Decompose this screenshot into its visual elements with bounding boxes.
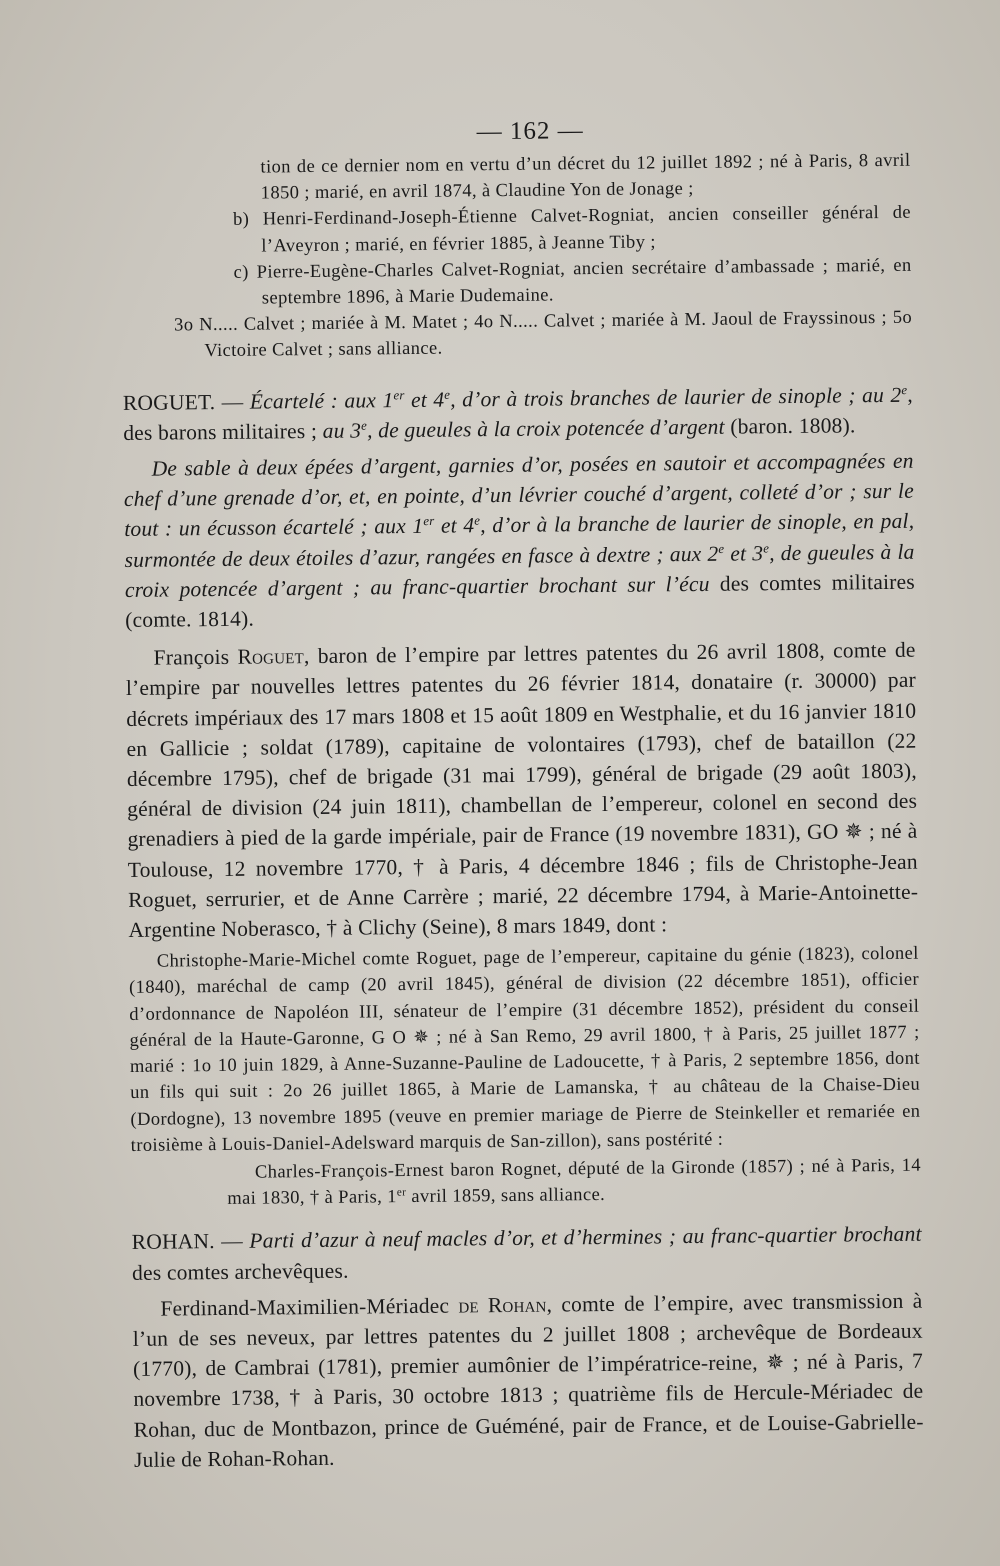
superscript: e [474, 513, 481, 529]
bio-text: , comte de l’empire, avec transmission à l’un de ses neveux, par lettres patentes du 2 juillet 1808 ; archevêque de Bordeaux (1770), de Cambrai (1781), premier aumônier de l’impératrice-reine, ✵ ; né à Paris, 7 novembre 1738, † à Paris, 30 octobre 1813 ; quatrième fils de Hercule-Mériadec de Rohan, duc de Montbazon, prince de Guéméné, pair de France, et de Louise-Gabrielle-Julie de Rohan-Rohan. [132, 1288, 924, 1472]
item-c [121, 253, 912, 314]
arms-text: , d’or à trois branches de laurier de sinople ; au 2 [450, 382, 902, 412]
bio-text: , baron de l’empire par lettres patentes du 26 avril 1808, comte de l’empire par nouvelles lettres patentes du 26 février 1814, donataire (r. 30000) par décrets impériaux des 17 mars 1808 et 15 août 1809 en Westphalie, et du 16 janvier 1810 en Gallicie ; soldat (1789), capitaine de volontaires (1793), chef de bataillon (22 décembre 1795), chef de brigade (31 mai 1799), général de brigade (29 août 1803), général de division (24 juin 1811), chambellan de l’empereur, colonel en second des grenadiers à pied de la garde impériale, pair de France (19 novembre 1831), GO ✵ ; né à Toulouse, 12 novembre 1770, † à Paris, 4 décembre 1846 ; fils de Christophe-Jean Roguet, serrurier, et de Anne Carrère ; marié, 22 décembre 1794, à Marie-Antoinette-Argentine Noberasco, † à Clichy (Seine), 8 mars 1849, dont : [125, 637, 919, 943]
arms-plain-text: des comtes militaires (comte. 1814). [125, 569, 915, 633]
arms-text: au 3 [322, 418, 362, 443]
superscript: er [396, 1186, 407, 1199]
descendant-christophe: Christophe-Marie-Michel comte Roguet, page de l’empereur, capitaine du génie (1823), colonel (1840), maréchal de camp (20 avril 1845), général de division (22 décembre 1851), officier d’ordonnance de Napoléon III, sénateur de l’empire (31 décembre 1852), président du conseil général de la Haute-Garonne, G O ✵ ; né à San Remo, 29 avril 1800, † à Paris, 25 juillet 1877 ; marié : 1o 10 juin 1829, à Anne-Suzanne-Pauline de Ladoucette, † à Paris, 2 septembre 1856, dont un fils qui suit : 2o 26 juillet 1865, à Marie de Lamanska, † au château de la Chaise-Dieu (Dordogne), 13 novembre 1895 (veuve en premier mariage de Pierre de Steinkeller et remariée en troisième à Louis-Daniel-Adelsward marquis de San-zillon), sans postérité : [128, 943, 921, 1156]
roguet-arms-baron [123, 379, 914, 448]
item-b-text: Henri-Ferdinand-Joseph-Étienne Calvet-Rogniat, ancien conseiller général de l’Aveyron ; marié, en février 1885, à Jeanne Tiby ; [261, 203, 912, 257]
descendant-text: Charles-François-Ernest baron Rognet, député de la Gironde (1857) ; né à Paris, 14 mai 1830, † à Paris, 1 [227, 1155, 922, 1210]
page-content [120, 114, 924, 1475]
arms-text: Écartelé : aux 1 [249, 387, 394, 414]
arms-text: , de gueules à la croix potencée d’argent [366, 414, 725, 443]
arms-text: Parti d’azur à neuf macles d’or, et d’hermines ; au franc-quartier brochant [249, 1221, 922, 1254]
superscript: e [901, 382, 908, 397]
superscript: e [718, 541, 725, 556]
superscript: er [423, 514, 435, 529]
arms-text: De sable à deux épées d’argent, garnies d’or, posées en sautoir et accompagnées en chef d’une grenade d’or, et, en pointe, d’un lévrier couché d’argent, colleté d’or ; sur le tout : un écusson écartelé ; aux 1 [123, 448, 915, 542]
bio-text: François [153, 645, 238, 670]
superscript: er [393, 387, 405, 403]
entry-rohan [132, 1219, 925, 1475]
arms-text: et 4 [404, 387, 445, 412]
roguet-name: ROGUET. [122, 389, 216, 415]
bio-text: Ferdinand-Maximilien-Mériadec [160, 1293, 459, 1321]
rohan-biography [132, 1285, 924, 1474]
descendant-charles [131, 1153, 922, 1214]
superscript: e [763, 541, 770, 556]
descendant-text: avril 1859, sans alliance. [406, 1185, 606, 1208]
surname-small-caps: Roguet [237, 644, 305, 670]
roguet-arms-comte [123, 446, 915, 635]
surname-small-caps: de Rohan [458, 1292, 547, 1318]
roguet-biography [125, 635, 918, 945]
items-3-4-5: 3o N..... Calvet ; mariée à M. Matet ; 4o N..... Calvet ; mariée à M. Jaoul de Frayssinous ; 5o Victoire Calvet ; sans alliance. [174, 307, 913, 362]
superscript: e [361, 418, 368, 433]
arms-plain-text: , des barons militaires ; [123, 382, 914, 445]
dash: — [214, 1229, 250, 1254]
arms-plain-text: des comtes archevêques. [131, 1258, 349, 1285]
page-number: — 162 — [476, 117, 584, 146]
arms-plain-text: (baron. 1808). [724, 413, 856, 439]
rohan-arms [132, 1219, 923, 1288]
entry-roguet [123, 379, 919, 945]
arms-text: , d’or à la branche de laurier de sinople, en pal, surmontée de deux étoiles d’azur, rangées en fasce à dextre ; aux 2 [124, 509, 915, 572]
superscript: e [444, 387, 451, 402]
item-b [121, 200, 912, 261]
item-a-continuation: tion de ce dernier nom en vertu d’un décret du 12 juillet 1892 ; né à Paris, 8 avril 1850 ; marié, en avril 1874, à Claudine Yon de Jonage ; [260, 150, 911, 204]
item-c-label: c) [233, 262, 249, 283]
item-b-label: b) [232, 210, 250, 231]
dash: — [215, 389, 250, 414]
arms-text: et 3 [724, 540, 764, 566]
item-c-text: Pierre-Eugène-Charles Calvet-Rogniat, ancien secrétaire d’ambassade ; marié, en septembre 1896, à Marie Dudemaine. [256, 255, 912, 309]
arms-text: et 4 [434, 513, 475, 539]
roguet-descendants [129, 941, 922, 1213]
continued-entry [120, 148, 912, 366]
rohan-name: ROHAN. [131, 1229, 215, 1255]
arms-text: , de gueules à la croix potencée d’argent ; au franc-quartier brochant sur l’écu [124, 539, 915, 602]
